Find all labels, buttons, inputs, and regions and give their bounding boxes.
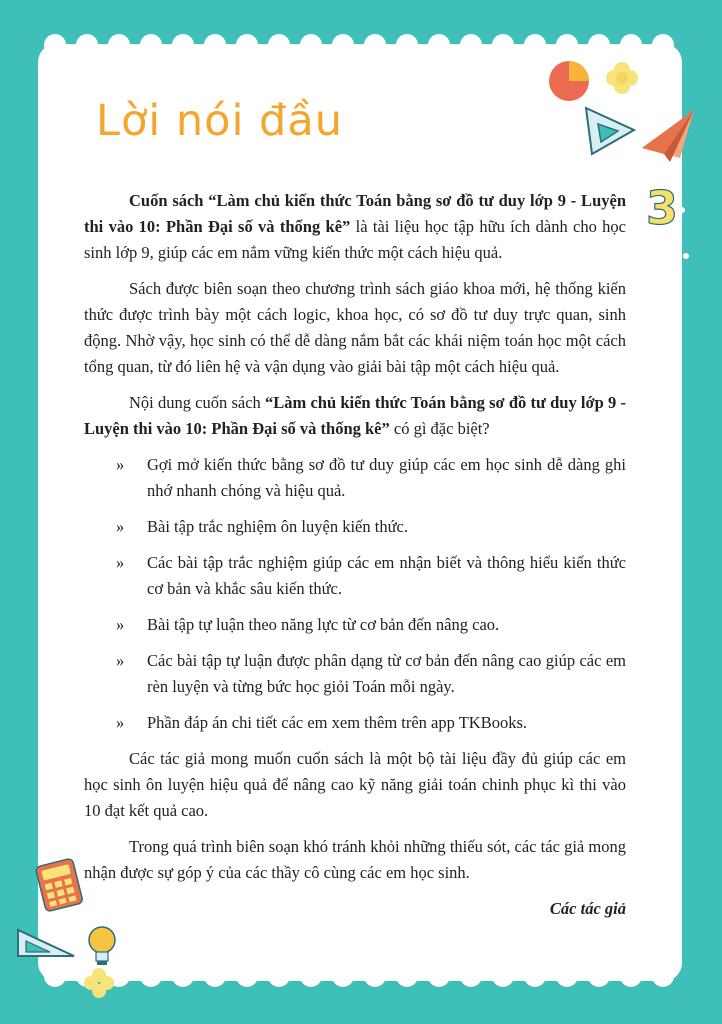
scallop-bump — [620, 969, 642, 987]
dot-icon — [680, 250, 692, 262]
scallop-bump — [332, 969, 354, 987]
scallop-bump — [364, 969, 386, 987]
paragraph-features-intro: Nội dung cuốn sách “Làm chủ kiến thức Toán bằng sơ đồ tư duy lớp 9 - Luyện thi vào 10: Phần Đại số và thống kê” có gì đặc biệt? — [84, 393, 626, 438]
scallop-bump — [268, 34, 290, 52]
scallop-bump — [76, 34, 98, 52]
pie-chart-icon — [546, 58, 592, 104]
scallop-bump — [396, 969, 418, 987]
scallop-bump — [556, 969, 578, 987]
scallop-bump — [556, 34, 578, 52]
bullet-icon: » — [116, 455, 125, 474]
scallop-bump — [492, 969, 514, 987]
book-title-bold: Cuốn sách “Làm chủ kiến thức Toán bằng sơ đồ tư duy lớp 9 - Luyện thi vào 10: Phần Đại số và thống kê” — [84, 191, 626, 236]
feature-list — [84, 452, 626, 736]
scallop-bump — [172, 969, 194, 987]
scallop-bump — [172, 34, 194, 52]
scallop-bump — [364, 34, 386, 52]
dot-icon — [676, 204, 688, 216]
list-item: » Các bài tập trắc nghiệm giúp các em nhận biết và thông hiểu kiến thức cơ bản và khắc sâu kiến thức. — [84, 550, 626, 602]
scallop-bump — [204, 34, 226, 52]
scallop-bump — [652, 969, 674, 987]
bullet-icon: » — [116, 615, 125, 634]
paragraph-intro — [84, 188, 626, 266]
book-title-bold: “Làm chủ kiến thức Toán bằng sơ đồ tư duy lớp 9 - Luyện thi vào 10: Phần Đại số và thống kê” — [84, 393, 626, 438]
scallop-bump — [460, 34, 482, 52]
bullet-icon: » — [116, 651, 125, 670]
scallop-bump — [300, 34, 322, 52]
scallop-bump — [236, 969, 258, 987]
flower-icon — [82, 966, 116, 1000]
number-three-icon — [640, 180, 680, 232]
list-item: » Bài tập tự luận theo năng lực từ cơ bản đến nâng cao. — [84, 612, 626, 638]
bullet-icon: » — [116, 517, 125, 536]
page-title: Lời nói đầu — [96, 96, 343, 146]
paragraph-goal: Các tác giả mong muốn cuốn sách là một bộ tài liệu đầy đủ giúp các em học sinh ôn luyện hiệu quả để nâng cao kỹ năng giải toán chinh phục kì thi vào 10 đạt kết quả cao. — [84, 749, 626, 820]
scallop-bump — [44, 34, 66, 52]
bullet-icon: » — [116, 713, 125, 732]
bullet-icon: » — [116, 553, 125, 572]
list-item: » Phần đáp án chi tiết các em xem thêm trên app TKBooks. — [84, 710, 626, 736]
flower-icon — [604, 60, 640, 96]
scallop-bump — [492, 34, 514, 52]
scallop-bump — [524, 969, 546, 987]
preface-body — [84, 188, 626, 922]
scallop-bump — [620, 34, 642, 52]
list-item: » Bài tập trắc nghiệm ôn luyện kiến thức. — [84, 514, 626, 540]
set-square-icon — [580, 100, 640, 160]
scallop-bump — [460, 969, 482, 987]
intro-rest: là tài liệu học tập hữu ích dành cho học sinh lớp 9, giúp các em nắm vững kiến thức một cách hiệu quả. — [84, 217, 627, 262]
scallop-bump — [652, 34, 674, 52]
scallop-bump — [332, 34, 354, 52]
paragraph-feedback: Trong quá trình biên soạn khó tránh khỏi những thiếu sót, các tác giả mong nhận được sự góp ý của các thầy cô cùng các em học sinh. — [84, 837, 626, 882]
scallop-bump — [140, 969, 162, 987]
svg-text:3: 3 — [646, 181, 679, 232]
scallop-bump — [300, 969, 322, 987]
scallop-edge-bottom — [38, 969, 682, 989]
scallop-bump — [140, 34, 162, 52]
list-item: » Các bài tập tự luận được phân dạng từ cơ bản đến nâng cao giúp các em rèn luyện và từng bức học giỏi Toán mỗi ngày. — [84, 648, 626, 700]
list-item: » Gợi mở kiến thức bằng sơ đồ tư duy giúp các em học sinh dễ dàng ghi nhớ nhanh chóng và hiệu quả. — [84, 452, 626, 504]
scallop-bump — [108, 34, 130, 52]
scallop-bump — [428, 34, 450, 52]
signature: Các tác giả — [549, 899, 626, 918]
scallop-bump — [428, 969, 450, 987]
scallop-bump — [204, 969, 226, 987]
calculator-icon — [32, 856, 86, 912]
scallop-edge-top — [38, 32, 682, 52]
ruler-triangle-icon — [14, 926, 78, 960]
scallop-bump — [44, 969, 66, 987]
scallop-bump — [268, 969, 290, 987]
paper-plane-icon — [640, 108, 698, 164]
scallop-bump — [588, 34, 610, 52]
paragraph-structure: Sách được biên soạn theo chương trình sách giáo khoa mới, hệ thống kiến thức được trình bày một cách logic, khoa học, có sơ đồ tư duy trực quan, sinh động. Nhờ vậy, học sinh có thể dễ dàng nắm bắt các khái niệm toán học một cách tổng quan, từ đó liên hệ và vận dụng vào giải bài tập một cách hiệu quả. — [84, 279, 626, 376]
scallop-bump — [236, 34, 258, 52]
scallop-bump — [524, 34, 546, 52]
scallop-bump — [588, 969, 610, 987]
scallop-bump — [396, 34, 418, 52]
